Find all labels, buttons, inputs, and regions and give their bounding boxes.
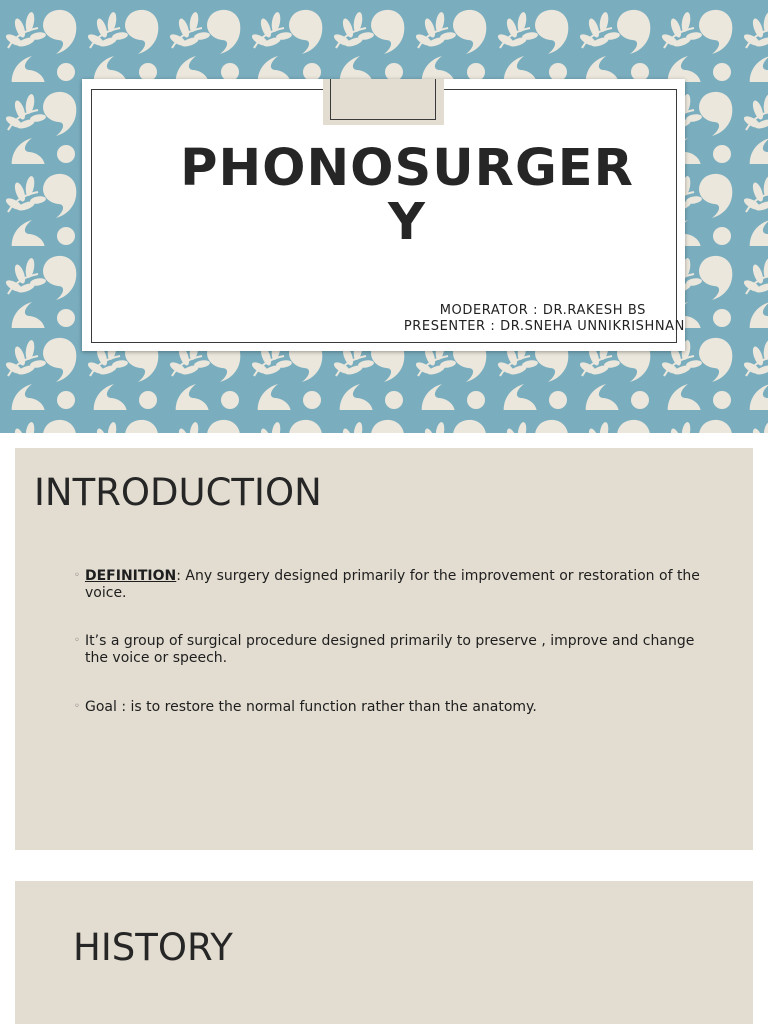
definition-term: DEFINITION <box>85 568 177 584</box>
history-slide <box>15 881 753 1024</box>
presenter-line: PRESENTER : DR.SNEHA UNNIKRISHNAN <box>403 319 685 334</box>
bullet-list <box>74 568 704 716</box>
presentation-title: PHONOSURGERY <box>180 139 634 252</box>
decorative-tab-inner <box>330 79 436 120</box>
title-slide <box>0 0 768 433</box>
list-item <box>74 699 704 716</box>
bullet-marker: ◦ <box>74 701 80 712</box>
slide-heading: HISTORY <box>73 926 233 969</box>
bullet-text: It’s a group of surgical procedure designed primarily to preserve , improve and change the voice or speech. <box>85 633 695 666</box>
bullet-marker: ◦ <box>74 570 80 581</box>
list-item <box>74 568 704 602</box>
introduction-slide <box>15 448 753 850</box>
list-item <box>74 633 704 667</box>
slide-heading: INTRODUCTION <box>34 471 322 514</box>
title-card <box>82 79 685 351</box>
bullet-text: : Any surgery designed primarily for the improvement or restoration of the voice. <box>85 568 700 601</box>
credits <box>355 303 685 335</box>
bullet-marker: ◦ <box>74 635 80 646</box>
bullet-text: Goal : is to restore the normal function rather than the anatomy. <box>85 699 537 715</box>
moderator-line: MODERATOR : DR.RAKESH BS <box>439 303 646 318</box>
